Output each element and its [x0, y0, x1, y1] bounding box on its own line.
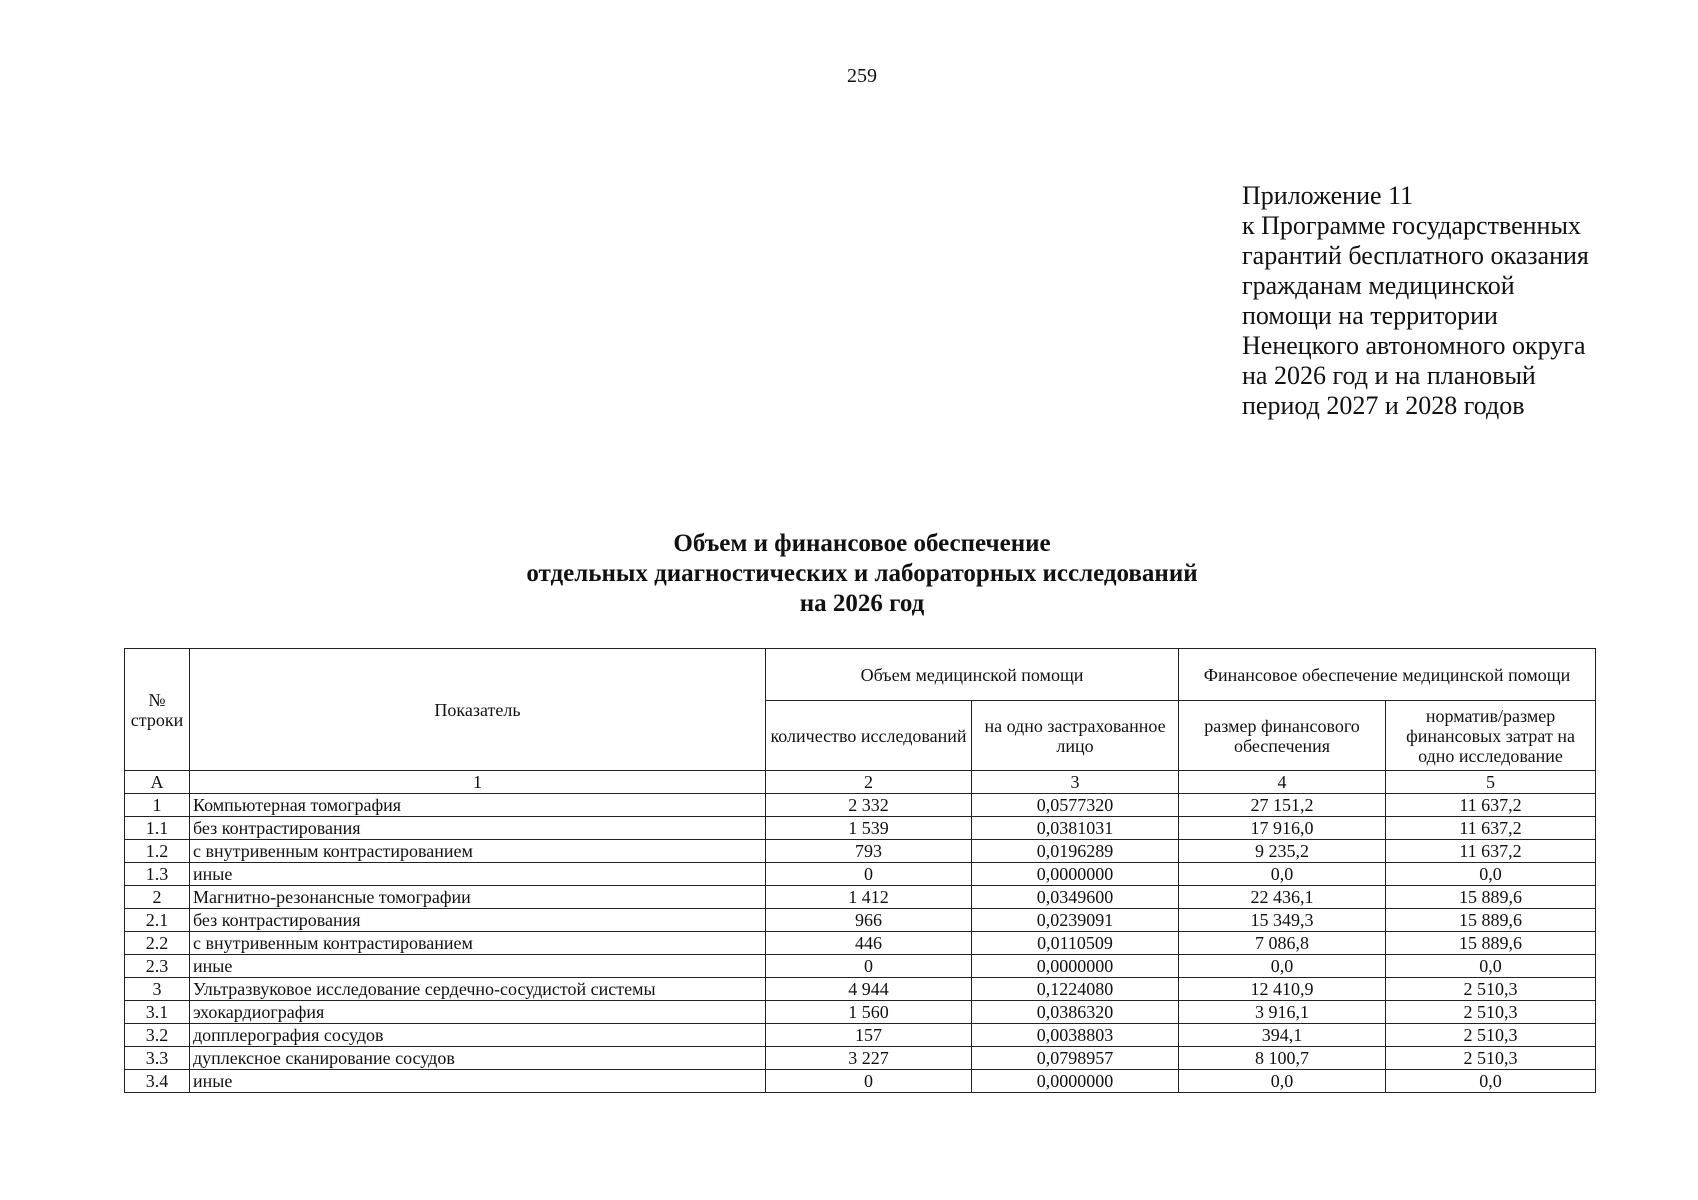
row-per-insured: 0,0381031 [972, 817, 1179, 840]
row-indicator: иные [190, 1070, 766, 1093]
row-norm: 2 510,3 [1386, 1024, 1596, 1047]
row-norm: 2 510,3 [1386, 1047, 1596, 1070]
table-row [125, 909, 1596, 932]
header-volume-group: Объем медицинской помощи [766, 649, 1179, 701]
title-line: отдельных диагностических и лабораторных исследований [526, 560, 1198, 587]
row-number: 1.1 [125, 817, 190, 840]
row-finance: 7 086,8 [1179, 932, 1386, 955]
row-finance: 9 235,2 [1179, 840, 1386, 863]
table-row [125, 863, 1596, 886]
row-norm: 0,0 [1386, 1070, 1596, 1093]
title-line: на 2026 год [799, 590, 925, 617]
table-row [125, 817, 1596, 840]
table-row [125, 840, 1596, 863]
row-indicator: с внутривенным контрастированием [190, 840, 766, 863]
row-finance: 0,0 [1179, 863, 1386, 886]
appendix-line: помощи на территории [1242, 301, 1498, 330]
document-title [0, 529, 1698, 619]
row-number: 3.4 [125, 1070, 190, 1093]
appendix-line: на 2026 год и на плановый [1242, 361, 1536, 390]
row-finance: 0,0 [1179, 955, 1386, 978]
row-count: 157 [766, 1024, 972, 1047]
table-row [125, 1024, 1596, 1047]
row-count: 966 [766, 909, 972, 932]
column-number: А [125, 771, 190, 794]
header-finance-group: Финансовое обеспечение медицинской помощи [1179, 649, 1596, 701]
header-count: количество исследований [766, 701, 972, 771]
table-row [125, 932, 1596, 955]
column-number: 2 [766, 771, 972, 794]
row-per-insured: 0,0110509 [972, 932, 1179, 955]
table-row [125, 794, 1596, 817]
appendix-caption [1242, 181, 1682, 421]
row-indicator: допплерография сосудов [190, 1024, 766, 1047]
header-per-insured: на одно застрахованное лицо [972, 701, 1179, 771]
row-finance: 394,1 [1179, 1024, 1386, 1047]
row-norm: 2 510,3 [1386, 978, 1596, 1001]
table-row [125, 1001, 1596, 1024]
header-row-number: № строки [125, 649, 190, 771]
table-row [125, 1070, 1596, 1093]
row-per-insured: 0,0038803 [972, 1024, 1179, 1047]
row-number: 2.2 [125, 932, 190, 955]
row-count: 0 [766, 863, 972, 886]
row-number: 1.2 [125, 840, 190, 863]
row-norm: 0,0 [1386, 863, 1596, 886]
header-norm-cost: норматив/размер финансовых затрат на одно исследование [1386, 701, 1596, 771]
row-finance: 22 436,1 [1179, 886, 1386, 909]
row-number: 3.3 [125, 1047, 190, 1070]
header-finance-size: размер финансового обеспечения [1179, 701, 1386, 771]
row-number: 1 [125, 794, 190, 817]
title-line: Объем и финансовое обеспечение [673, 530, 1051, 557]
row-per-insured: 0,1224080 [972, 978, 1179, 1001]
row-norm: 2 510,3 [1386, 1001, 1596, 1024]
row-indicator: дуплексное сканирование сосудов [190, 1047, 766, 1070]
data-table [124, 648, 1596, 1093]
row-norm: 11 637,2 [1386, 840, 1596, 863]
row-finance: 15 349,3 [1179, 909, 1386, 932]
table-row [125, 1047, 1596, 1070]
row-norm: 0,0 [1386, 955, 1596, 978]
row-number: 2.1 [125, 909, 190, 932]
row-per-insured: 0,0239091 [972, 909, 1179, 932]
row-count: 1 539 [766, 817, 972, 840]
row-number: 2 [125, 886, 190, 909]
row-finance: 0,0 [1179, 1070, 1386, 1093]
column-number: 4 [1179, 771, 1386, 794]
row-per-insured: 0,0000000 [972, 955, 1179, 978]
row-indicator: с внутривенным контрастированием [190, 932, 766, 955]
row-count: 1 560 [766, 1001, 972, 1024]
column-number: 3 [972, 771, 1179, 794]
table-row [125, 955, 1596, 978]
row-indicator: Магнитно-резонансные томографии [190, 886, 766, 909]
table-row [125, 978, 1596, 1001]
row-count: 1 412 [766, 886, 972, 909]
row-indicator: без контрастирования [190, 909, 766, 932]
row-indicator: иные [190, 955, 766, 978]
row-count: 793 [766, 840, 972, 863]
row-count: 4 944 [766, 978, 972, 1001]
appendix-line: к Программе государственных [1242, 211, 1581, 240]
appendix-line: Приложение 11 [1242, 181, 1414, 210]
row-per-insured: 0,0386320 [972, 1001, 1179, 1024]
row-count: 446 [766, 932, 972, 955]
row-indicator: Компьютерная томография [190, 794, 766, 817]
row-finance: 17 916,0 [1179, 817, 1386, 840]
row-indicator: иные [190, 863, 766, 886]
appendix-line: Ненецкого автономного округа [1242, 331, 1586, 360]
row-per-insured: 0,0196289 [972, 840, 1179, 863]
appendix-line: гарантий бесплатного оказания [1242, 241, 1589, 270]
appendix-line: период 2027 и 2028 годов [1242, 391, 1525, 420]
column-number: 5 [1386, 771, 1596, 794]
row-number: 3 [125, 978, 190, 1001]
table-row [125, 886, 1596, 909]
row-norm: 11 637,2 [1386, 817, 1596, 840]
row-finance: 8 100,7 [1179, 1047, 1386, 1070]
row-norm: 15 889,6 [1386, 909, 1596, 932]
appendix-line: гражданам медицинской [1242, 271, 1515, 300]
header-indicator: Показатель [190, 649, 766, 771]
page-number: 259 [847, 65, 877, 87]
row-number: 3.2 [125, 1024, 190, 1047]
row-finance: 27 151,2 [1179, 794, 1386, 817]
row-norm: 11 637,2 [1386, 794, 1596, 817]
row-finance: 12 410,9 [1179, 978, 1386, 1001]
row-per-insured: 0,0000000 [972, 863, 1179, 886]
row-count: 2 332 [766, 794, 972, 817]
row-per-insured: 0,0577320 [972, 794, 1179, 817]
row-norm: 15 889,6 [1386, 886, 1596, 909]
row-indicator: эхокардиография [190, 1001, 766, 1024]
row-count: 0 [766, 1070, 972, 1093]
row-finance: 3 916,1 [1179, 1001, 1386, 1024]
row-number: 2.3 [125, 955, 190, 978]
row-indicator: Ультразвуковое исследование сердечно-сосудистой системы [190, 978, 766, 1001]
row-count: 3 227 [766, 1047, 972, 1070]
row-indicator: без контрастирования [190, 817, 766, 840]
column-number: 1 [190, 771, 766, 794]
row-count: 0 [766, 955, 972, 978]
row-norm: 15 889,6 [1386, 932, 1596, 955]
row-number: 1.3 [125, 863, 190, 886]
row-per-insured: 0,0000000 [972, 1070, 1179, 1093]
row-per-insured: 0,0349600 [972, 886, 1179, 909]
row-per-insured: 0,0798957 [972, 1047, 1179, 1070]
row-number: 3.1 [125, 1001, 190, 1024]
